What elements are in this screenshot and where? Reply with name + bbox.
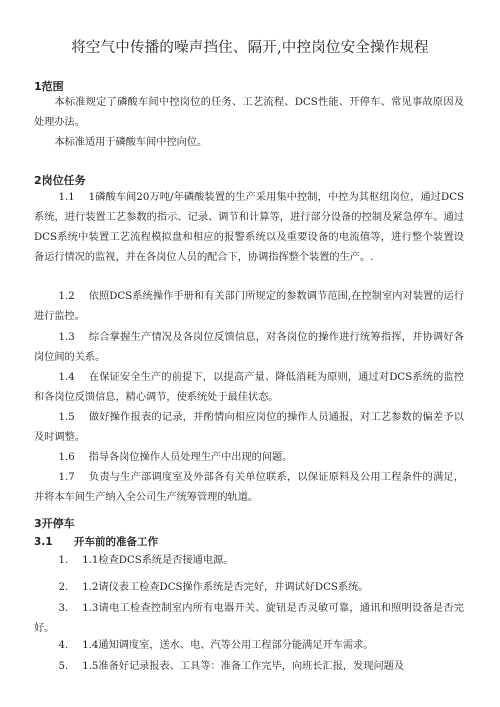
item-text: 1.5准备好记录报表、工具等：准备工作完毕，向班长汇报，发现问题及: [82, 661, 405, 672]
item-number: 1.2: [58, 291, 75, 302]
subsection-heading: [34, 534, 158, 549]
numbered-item: [34, 287, 464, 327]
item-text: 依照DCS系统操作手册和有关部门所规定的参数调节范围,在控制室内对装置的运行进行监控。: [34, 291, 464, 322]
item-text: 1.4通知调度室，送水、电、汽等公用工程部分能满足开车需求。: [82, 640, 374, 651]
numbered-item: [34, 448, 464, 468]
numbered-item: [34, 368, 464, 408]
item-number: 1.: [58, 555, 69, 566]
item-number: 4.: [58, 640, 69, 651]
item-number: 1.7: [58, 472, 75, 483]
subsection-title: 开车前的准备工作: [74, 536, 158, 548]
item-number: 5.: [58, 661, 69, 672]
numbered-item: [34, 468, 464, 508]
item-text: 1.1检查DCS系统是否接通电源。: [82, 555, 234, 566]
section-heading-scope: 1范围: [34, 80, 64, 93]
paragraph: 本标准适用于磷酸车间中控向位。: [54, 137, 208, 148]
numbered-item: [34, 636, 464, 656]
item-number: 1.3: [58, 332, 75, 343]
numbered-item: [34, 599, 464, 639]
numbered-item: [34, 408, 464, 448]
section-heading-startup: 3开停车: [34, 517, 75, 530]
item-text: 负责与生产部调度室及外部各有关单位联系，以保证原料及公用工程条件的满足，并将本车间生产纳入全公司生产统筹管理的轨道。: [34, 472, 464, 503]
item-text: 1磷酸车间20万吨/年磷酸装置的生产采用集中控制，中控为其枢纽岗位，通过DCS系统，进行装置工艺参数的指示、记录、调节和计算等，进行部分设备的控制及紧急停车。通过DCS系统中装置工艺流程模拟盘和相应的报警系统以及重要设备的电流值等，进行整个装置设备运行情况的监视，并在各岗位人员的配合下，协调指挥整个装置的生产。.: [34, 192, 464, 263]
numbered-item: [34, 188, 464, 268]
subsection-number: 3.1: [34, 536, 53, 548]
item-number: 1.4: [58, 372, 75, 383]
item-number: 1.1: [58, 192, 75, 203]
item-number: 3.: [58, 603, 69, 614]
document-title: 将空气中传播的噪声挡住、隔开,中控岗位安全操作规程: [71, 40, 429, 56]
numbered-item: [34, 551, 464, 571]
item-text: 1.3请电工检查控制室内所有电器开关、旋钮是否灵敏可靠，通讯和照明设备是否完好。: [34, 603, 464, 634]
item-text: 指导各岗位操作人员处理生产中出现的问题。: [88, 452, 293, 463]
item-text: 在保证安全生产的前提下，以提高产量、降低消耗为原则，通过对DCS系统的监控和各岗位反馈信息，精心调节，使系统处于最佳状态。: [34, 372, 464, 403]
item-text: 做好操作报表的记录，并酌情向相应岗位的操作人员通报，对工艺参数的偏差予以及时调整。: [34, 412, 464, 443]
numbered-item: [34, 657, 464, 677]
item-number: 2.: [58, 582, 69, 593]
numbered-item: [34, 328, 464, 368]
section-heading-tasks: 2岗位任务: [34, 174, 86, 187]
item-text: 综合掌握生产情况及各岗位反馈信息，对各岗位的操作进行统筹指挥，并协调好各岗位间的关系。: [34, 332, 464, 363]
item-number: 1.5: [58, 412, 75, 423]
item-number: 1.6: [58, 452, 75, 463]
paragraph: 本标准规定了磷酸车间中控岗位的任务、工艺流程、DCS性能、开停车、常见事故原因及处理办法。: [34, 97, 464, 128]
item-text: 1.2请仪表工检查DCS操作系统是否完好，并调试好DCS系统。: [82, 582, 369, 593]
numbered-item: [34, 578, 464, 598]
